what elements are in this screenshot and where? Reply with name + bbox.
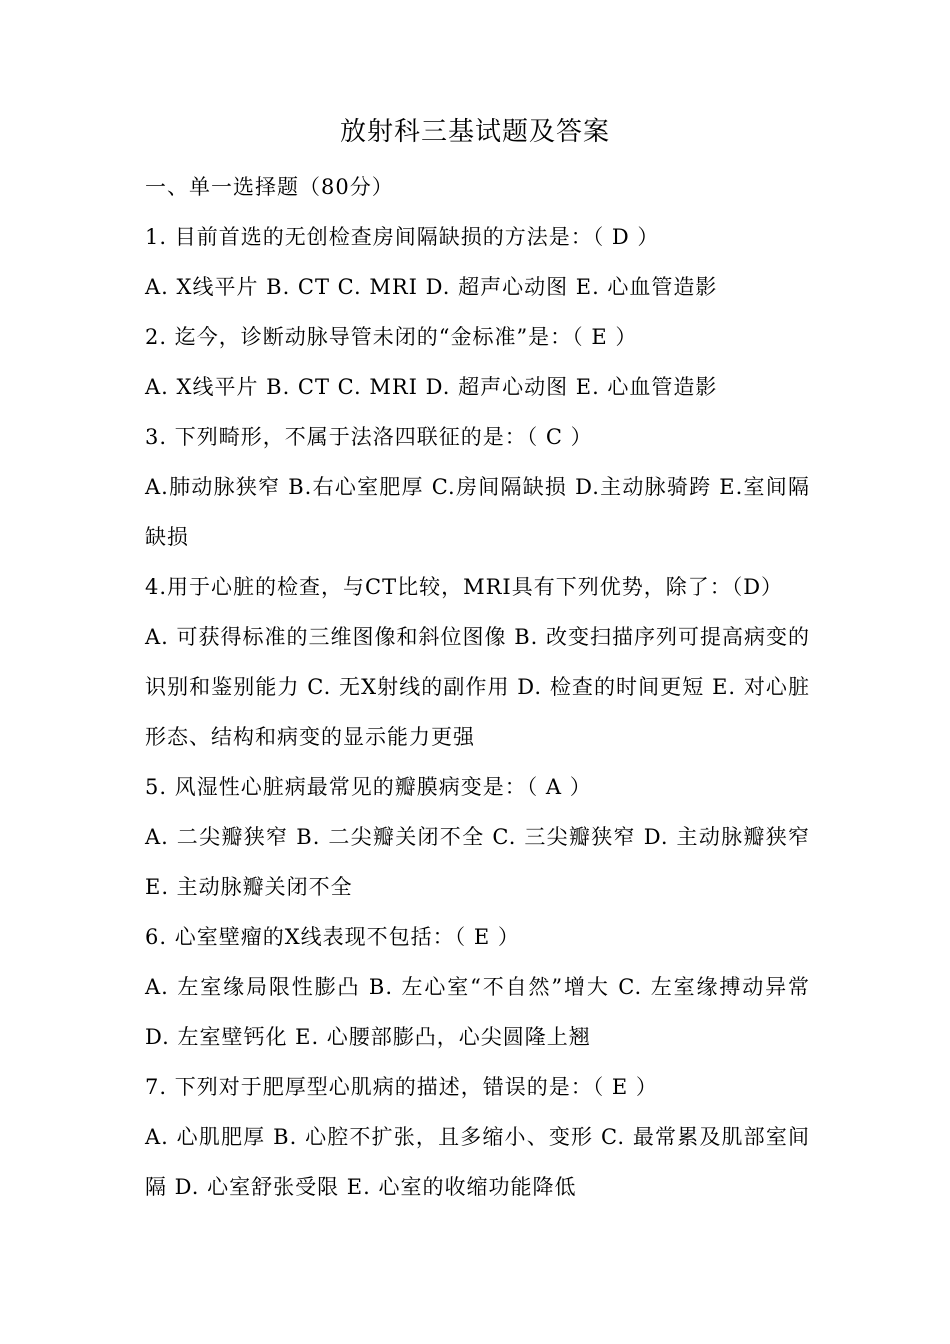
question-4-options: A. 可获得标准的三维图像和斜位图像 B. 改变扫描序列可提高病变的识别和鉴别能力 C. 无X射线的副作用 D. 检查的时间更短 E. 对心脏形态、结构和病变的显示能力更强 [145,625,810,749]
question-1-stem: 1. 目前首选的无创检查房间隔缺损的方法是：（ D ） [145,225,660,249]
question-5-stem: 5. 风湿性心脏病最常见的瓣膜病变是：（ A ） [145,775,592,799]
question-7-options: A. 心肌肥厚 B. 心腔不扩张，且多缩小、变形 C. 最常累及肌部室间隔 D. 心室舒张受限 E. 心室的收缩功能降低 [145,1125,810,1199]
document-body [145,162,810,1212]
question-1-options: A. X线平片 B. CT C. MRI D. 超声心动图 E. 心血管造影 [145,275,718,299]
question-3-stem: 3. 下列畸形，不属于法洛四联征的是：（ C ） [145,425,593,449]
question-3-options: A.肺动脉狭窄 B.右心室肥厚 C.房间隔缺损 D.主动脉骑跨 E.室间隔缺损 [145,475,810,549]
question-6-options: A. 左室缘局限性膨凸 B. 左心室“不自然”增大 C. 左室缘搏动异常 D. 左室壁钙化 E. 心腰部膨凸，心尖圆隆上翘 [145,975,810,1049]
question-2-stem: 2. 迄今，诊断动脉导管未闭的“金标准”是：（ E ） [145,325,638,349]
question-7-stem: 7. 下列对于肥厚型心肌病的描述，错误的是：（ E ） [145,1075,658,1099]
question-6-stem: 6. 心室壁瘤的X线表现不包括：（ E ） [145,925,520,949]
question-5-options: A. 二尖瓣狭窄 B. 二尖瓣关闭不全 C. 三尖瓣狭窄 D. 主动脉瓣狭窄 E. 主动脉瓣关闭不全 [145,825,810,899]
document-title: 放射科三基试题及答案 [339,117,610,147]
question-2-options: A. X线平片 B. CT C. MRI D. 超声心动图 E. 心血管造影 [145,375,718,399]
section-heading: 一、单一选择题（80分） [145,175,394,199]
question-4-stem: 4.用于心脏的检查，与CT比较，MRI具有下列优势，除了：（D） [145,575,784,599]
